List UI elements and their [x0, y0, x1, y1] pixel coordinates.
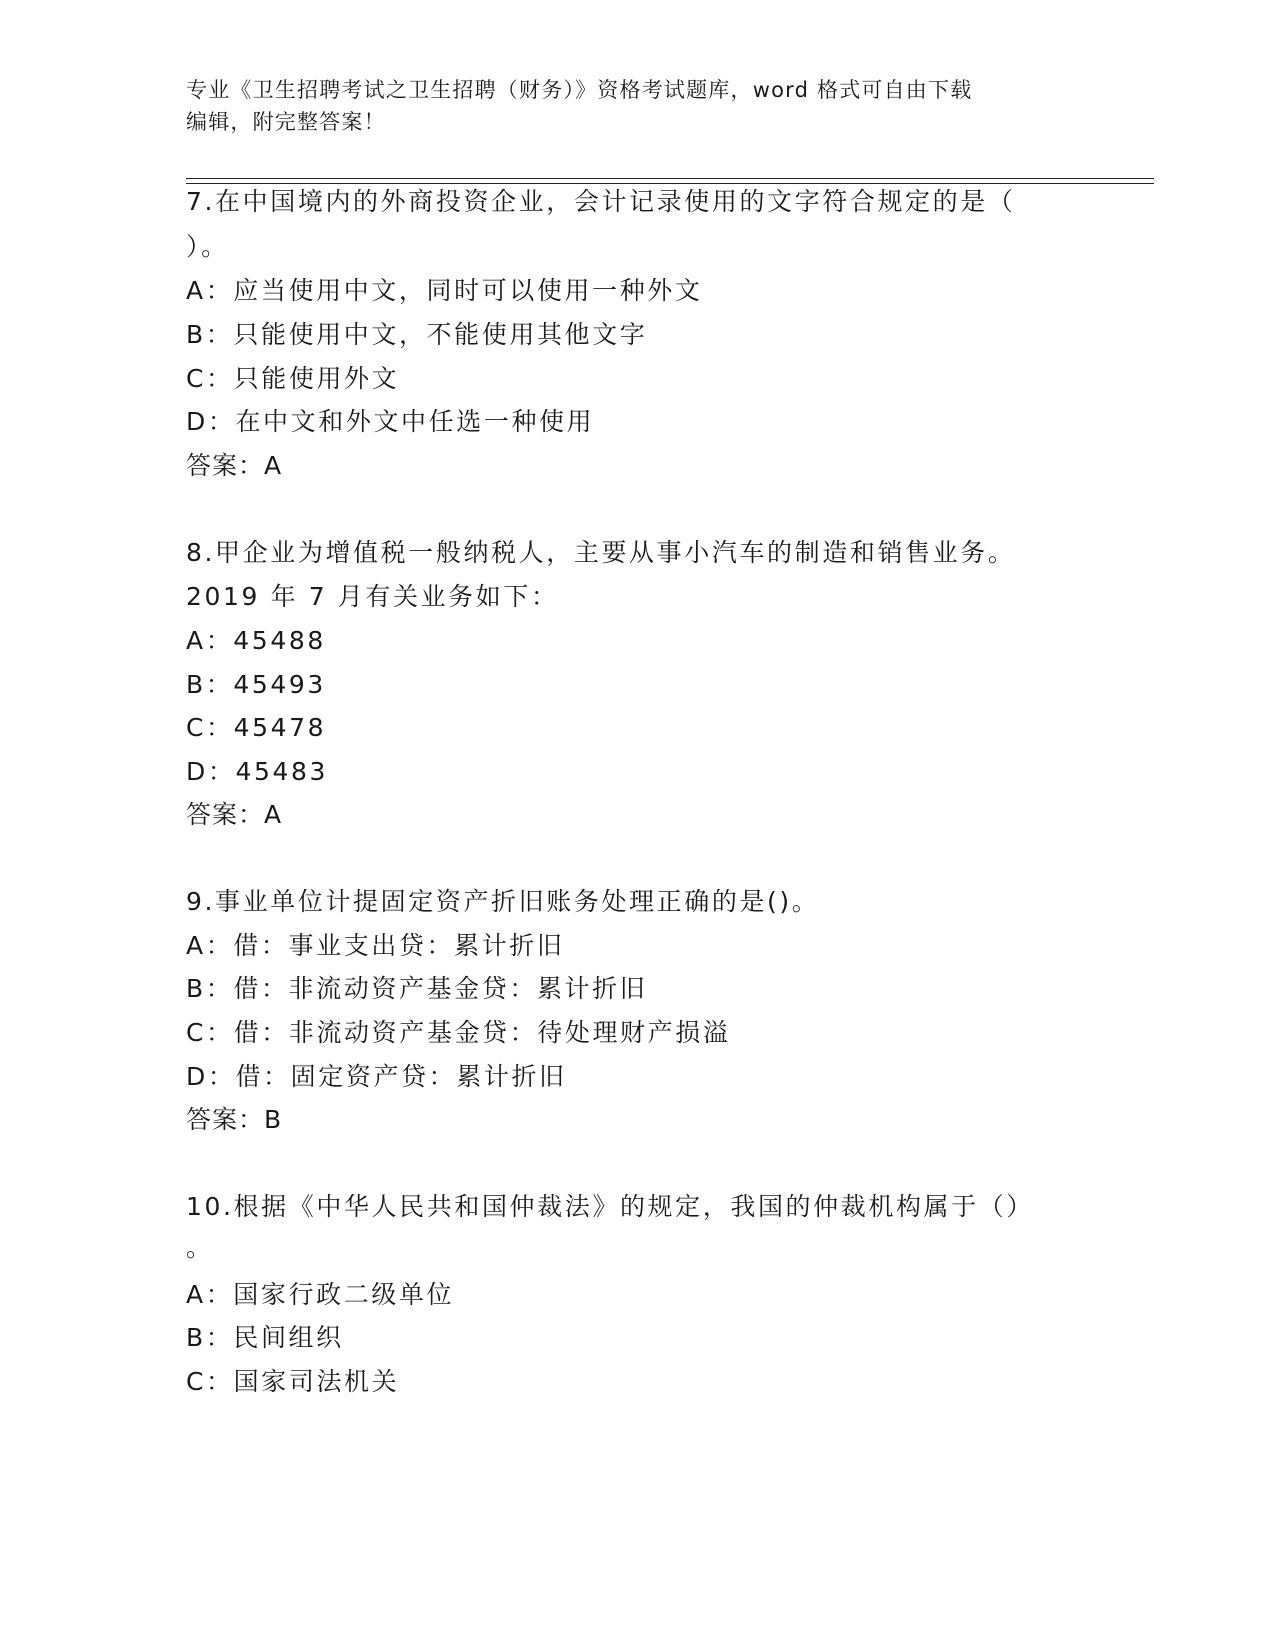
option-d: D：45483 — [186, 757, 328, 786]
option-b: B：民间组织 — [186, 1323, 344, 1352]
answer-label: 答案：B — [186, 1105, 283, 1134]
option-a: A：应当使用中文，同时可以使用一种外文 — [186, 276, 703, 305]
question-stem-line: 10.根据《中华人民共和国仲裁法》的规定，我国的仲裁机构属于（） — [186, 1192, 1034, 1221]
question-stem-line: 。 — [186, 1233, 214, 1262]
option-d: D：在中文和外文中任选一种使用 — [186, 407, 595, 436]
option-b: B：只能使用中文，不能使用其他文字 — [186, 320, 648, 349]
option-a: A：国家行政二级单位 — [186, 1280, 455, 1309]
option-d: D：借：固定资产贷：累计折旧 — [186, 1062, 567, 1091]
option-c: C：国家司法机关 — [186, 1367, 400, 1396]
header-line-1: 专业《卫生招聘考试之卫生招聘（财务）》资格考试题库，word 格式可自由下载 — [186, 78, 973, 102]
header-line-2: 编辑，附完整答案！ — [186, 110, 386, 134]
document-header — [186, 74, 1066, 138]
question-stem-line: 9.事业单位计提固定资产折旧账务处理正确的是()。 — [186, 887, 820, 916]
question-stem-line: 7.在中国境内的外商投资企业，会计记录使用的文字符合规定的是（ — [186, 187, 1016, 216]
option-c: C：45478 — [186, 713, 327, 742]
header-divider — [186, 178, 1154, 184]
question-stem-line: 2019 年 7 月有关业务如下： — [186, 582, 559, 611]
question-stem-line: ）。 — [186, 232, 229, 261]
option-c: C：借：非流动资产基金贷：待处理财产损溢 — [186, 1018, 731, 1047]
question-stem-line: 8.甲企业为增值税一般纳税人，主要从事小汽车的制造和销售业务。 — [186, 538, 1016, 567]
answer-label: 答案：A — [186, 451, 283, 480]
option-b: B：45493 — [186, 670, 326, 699]
option-c: C：只能使用外文 — [186, 364, 400, 393]
option-b: B：借：非流动资产基金贷：累计折旧 — [186, 974, 648, 1003]
answer-label: 答案：A — [186, 800, 283, 829]
option-a: A：45488 — [186, 626, 326, 655]
option-a: A：借：事业支出贷：累计折旧 — [186, 931, 565, 960]
